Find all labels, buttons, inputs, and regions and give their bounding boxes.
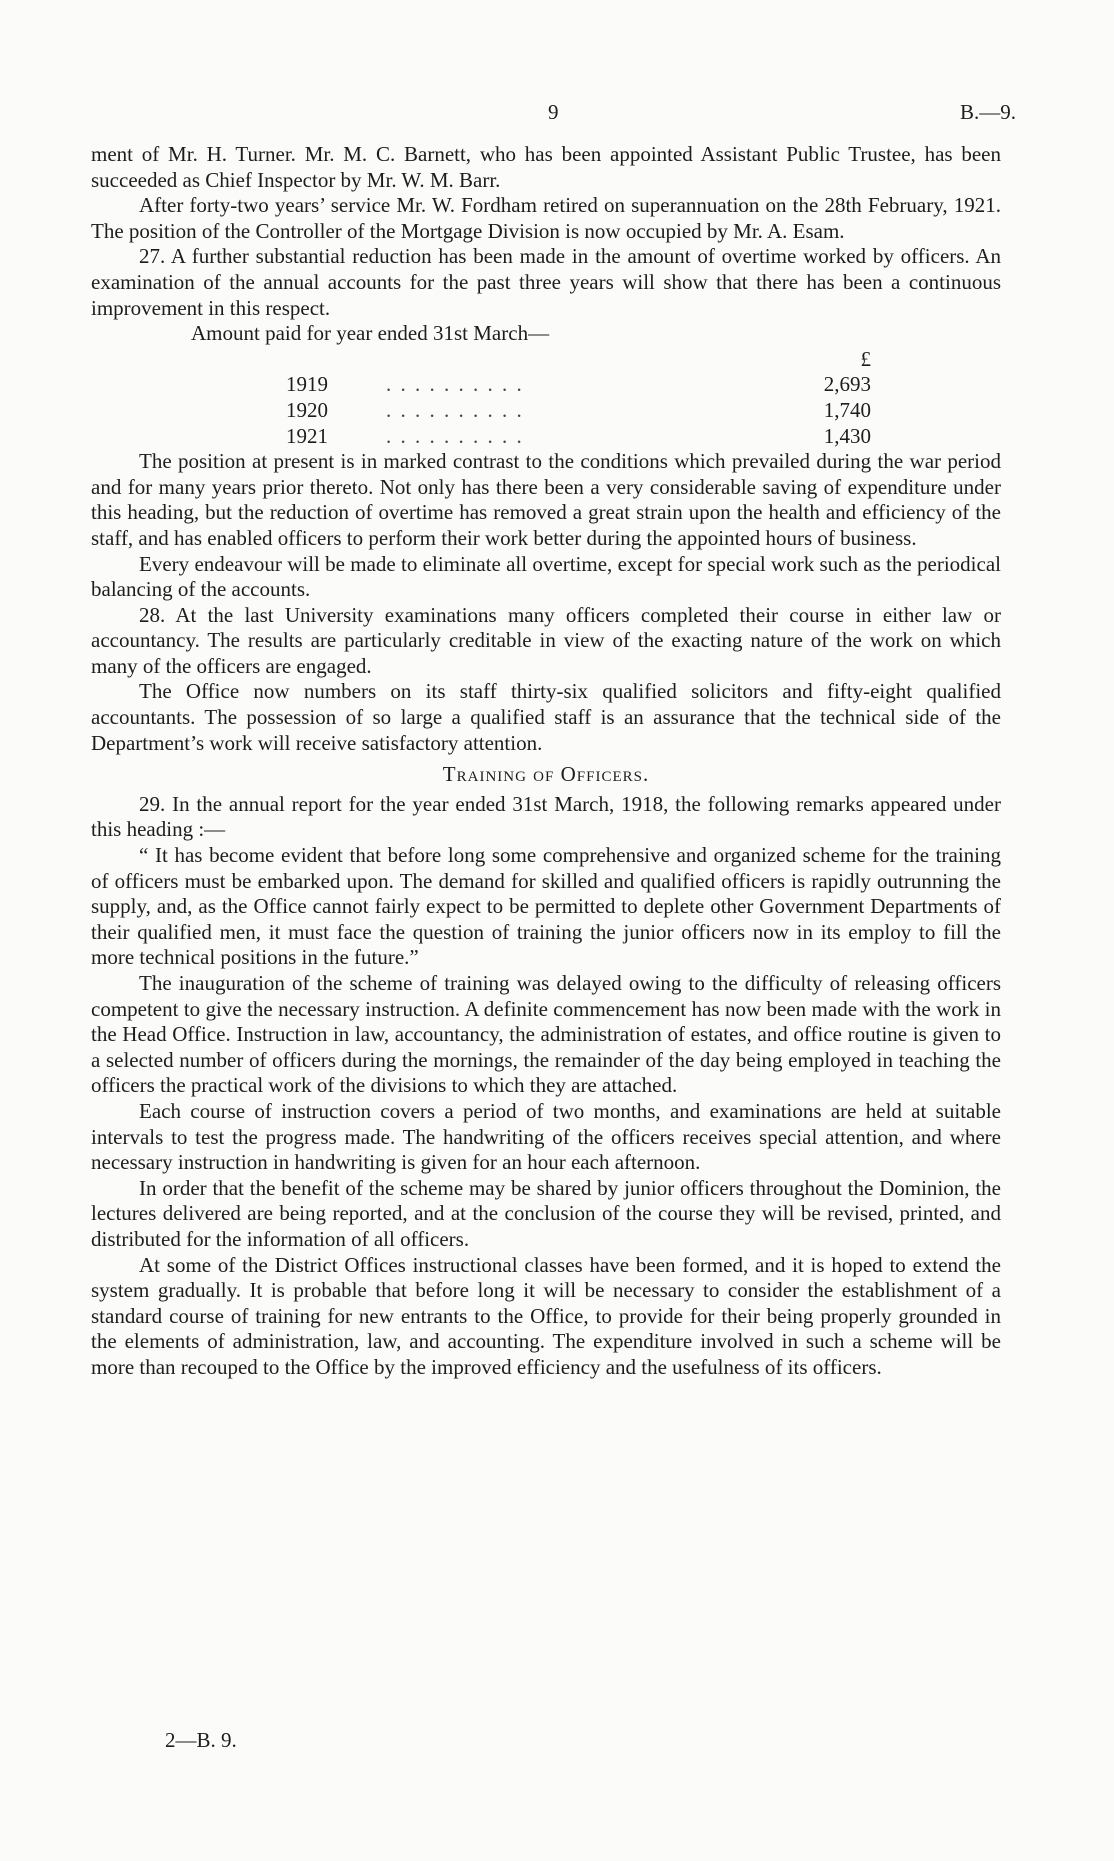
body-text: [91, 142, 1001, 1381]
paragraph: After forty-two years’ service Mr. W. Fordham retired on superannuation on the 28th February, 1921. The position of the Controller of the Mortgage Division is now occupied by Mr. A. Esam.: [91, 193, 1001, 243]
paragraph: 27. A further substantial reduction has been made in the amount of overtime worked by officers. An examination of the annual accounts for the past three years will show that there has been a continuous improvement in this respect.: [91, 244, 1001, 320]
table-row: [286, 372, 871, 398]
page-number: 9: [548, 100, 559, 124]
year-cell: 1921: [286, 423, 328, 448]
paragraph: 28. At the last University examinations many officers completed their course in either law or accountancy. The results are particularly creditable in view of the exacting nature of the work on which many of the officers are engaged.: [91, 602, 1001, 678]
paragraph: 29. In the annual report for the year ended 31st March, 1918, the following remarks appeared under this heading :—: [91, 791, 1001, 842]
footer-signature: 2—B. 9.: [165, 1728, 237, 1752]
leader-dots: . . . . . . . . . .: [386, 372, 524, 397]
paragraph: The Office now numbers on its staff thirty-six qualified solicitors and fifty-eight qualified accountants. The possession of so large a qualified staff is an assurance that the technical side of the Department’s work will receive satisfactory attention.: [91, 679, 1001, 755]
year-cell: 1919: [286, 372, 328, 397]
amount-intro: Amount paid for year ended 31st March—: [191, 321, 550, 346]
leader-dots: . . . . . . . . . .: [386, 423, 524, 448]
table-row: [286, 424, 871, 450]
quoted-paragraph: “ It has become evident that before long some comprehensive and organized scheme for the training of officers must be embarked upon. The demand for skilled and qualified officers is rapidly outrunning the supply, and, as the Office cannot fairly expect to be permitted to deplete other Government Departments of their qualified men, it must face the question of training the junior officers now in its employ to fill the more technical positions in the future.”: [91, 843, 1001, 970]
paragraph: In order that the benefit of the scheme may be shared by junior officers throughout the Dominion, the lectures delivered are being reported, and at the conclusion of the course they will be revised, printed, and distributed for the information of all officers.: [91, 1175, 1001, 1251]
paragraph: Every endeavour will be made to eliminate all overtime, except for special work such as the periodical balancing of the accounts.: [91, 551, 1001, 602]
year-cell: 1920: [286, 397, 328, 422]
table-header-row: [286, 347, 871, 373]
paragraph: ment of Mr. H. Turner. Mr. M. C. Barnett, who has been appointed Assistant Public Trustee, has been succeeded as Chief Inspector by Mr. W. M. Barr.: [91, 142, 1001, 192]
leader-dots: . . . . . . . . . .: [386, 397, 524, 422]
paragraph: Each course of instruction covers a period of two months, and examinations are held at suitable intervals to test the progress made. The handwriting of the officers receives special attention, and where necessary instruction in handwriting is given for an hour each afternoon.: [91, 1098, 1001, 1175]
paragraph: The inauguration of the scheme of training was delayed owing to the difficulty of releasing officers competent to give the necessary instruction. A definite commencement has now been made with the work in the Head Office. Instruction in law, accountancy, the administration of estates, and office routine is given to a selected number of officers during the mornings, the remainder of the day being employed in teaching the officers the practical work of the divisions to which they are attached.: [91, 971, 1001, 1098]
section-heading: Training of Officers.: [442, 762, 650, 787]
amount-cell: 1,740: [823, 397, 871, 422]
currency-header: £: [860, 346, 871, 371]
paragraph: The position at present is in marked contrast to the conditions which prevailed during the war period and for many years prior thereto. Not only has there been a very considerable saving of expenditure under this heading, but the reduction of overtime has removed a great strain upon the health and efficiency of the staff, and has enabled officers to perform their work better during the appointed hours of business.: [91, 449, 1001, 550]
table-row: [286, 398, 871, 424]
paragraph: At some of the District Offices instructional classes have been formed, and it is hoped to extend the system gradually. It is probable that before long it will be necessary to consider the establishment of a standard course of training for new entrants to the Office, to provide for their being properly grounded in the elements of administration, law, and accounting. The expenditure involved in such a scheme will be more than recouped to the Office by the improved efficiency and the usefulness of its officers.: [91, 1252, 1001, 1379]
amount-cell: 1,430: [823, 423, 871, 448]
document-reference: B.—9.: [960, 100, 1017, 124]
amount-cell: 2,693: [823, 372, 871, 397]
overtime-amount-table: [286, 347, 871, 449]
